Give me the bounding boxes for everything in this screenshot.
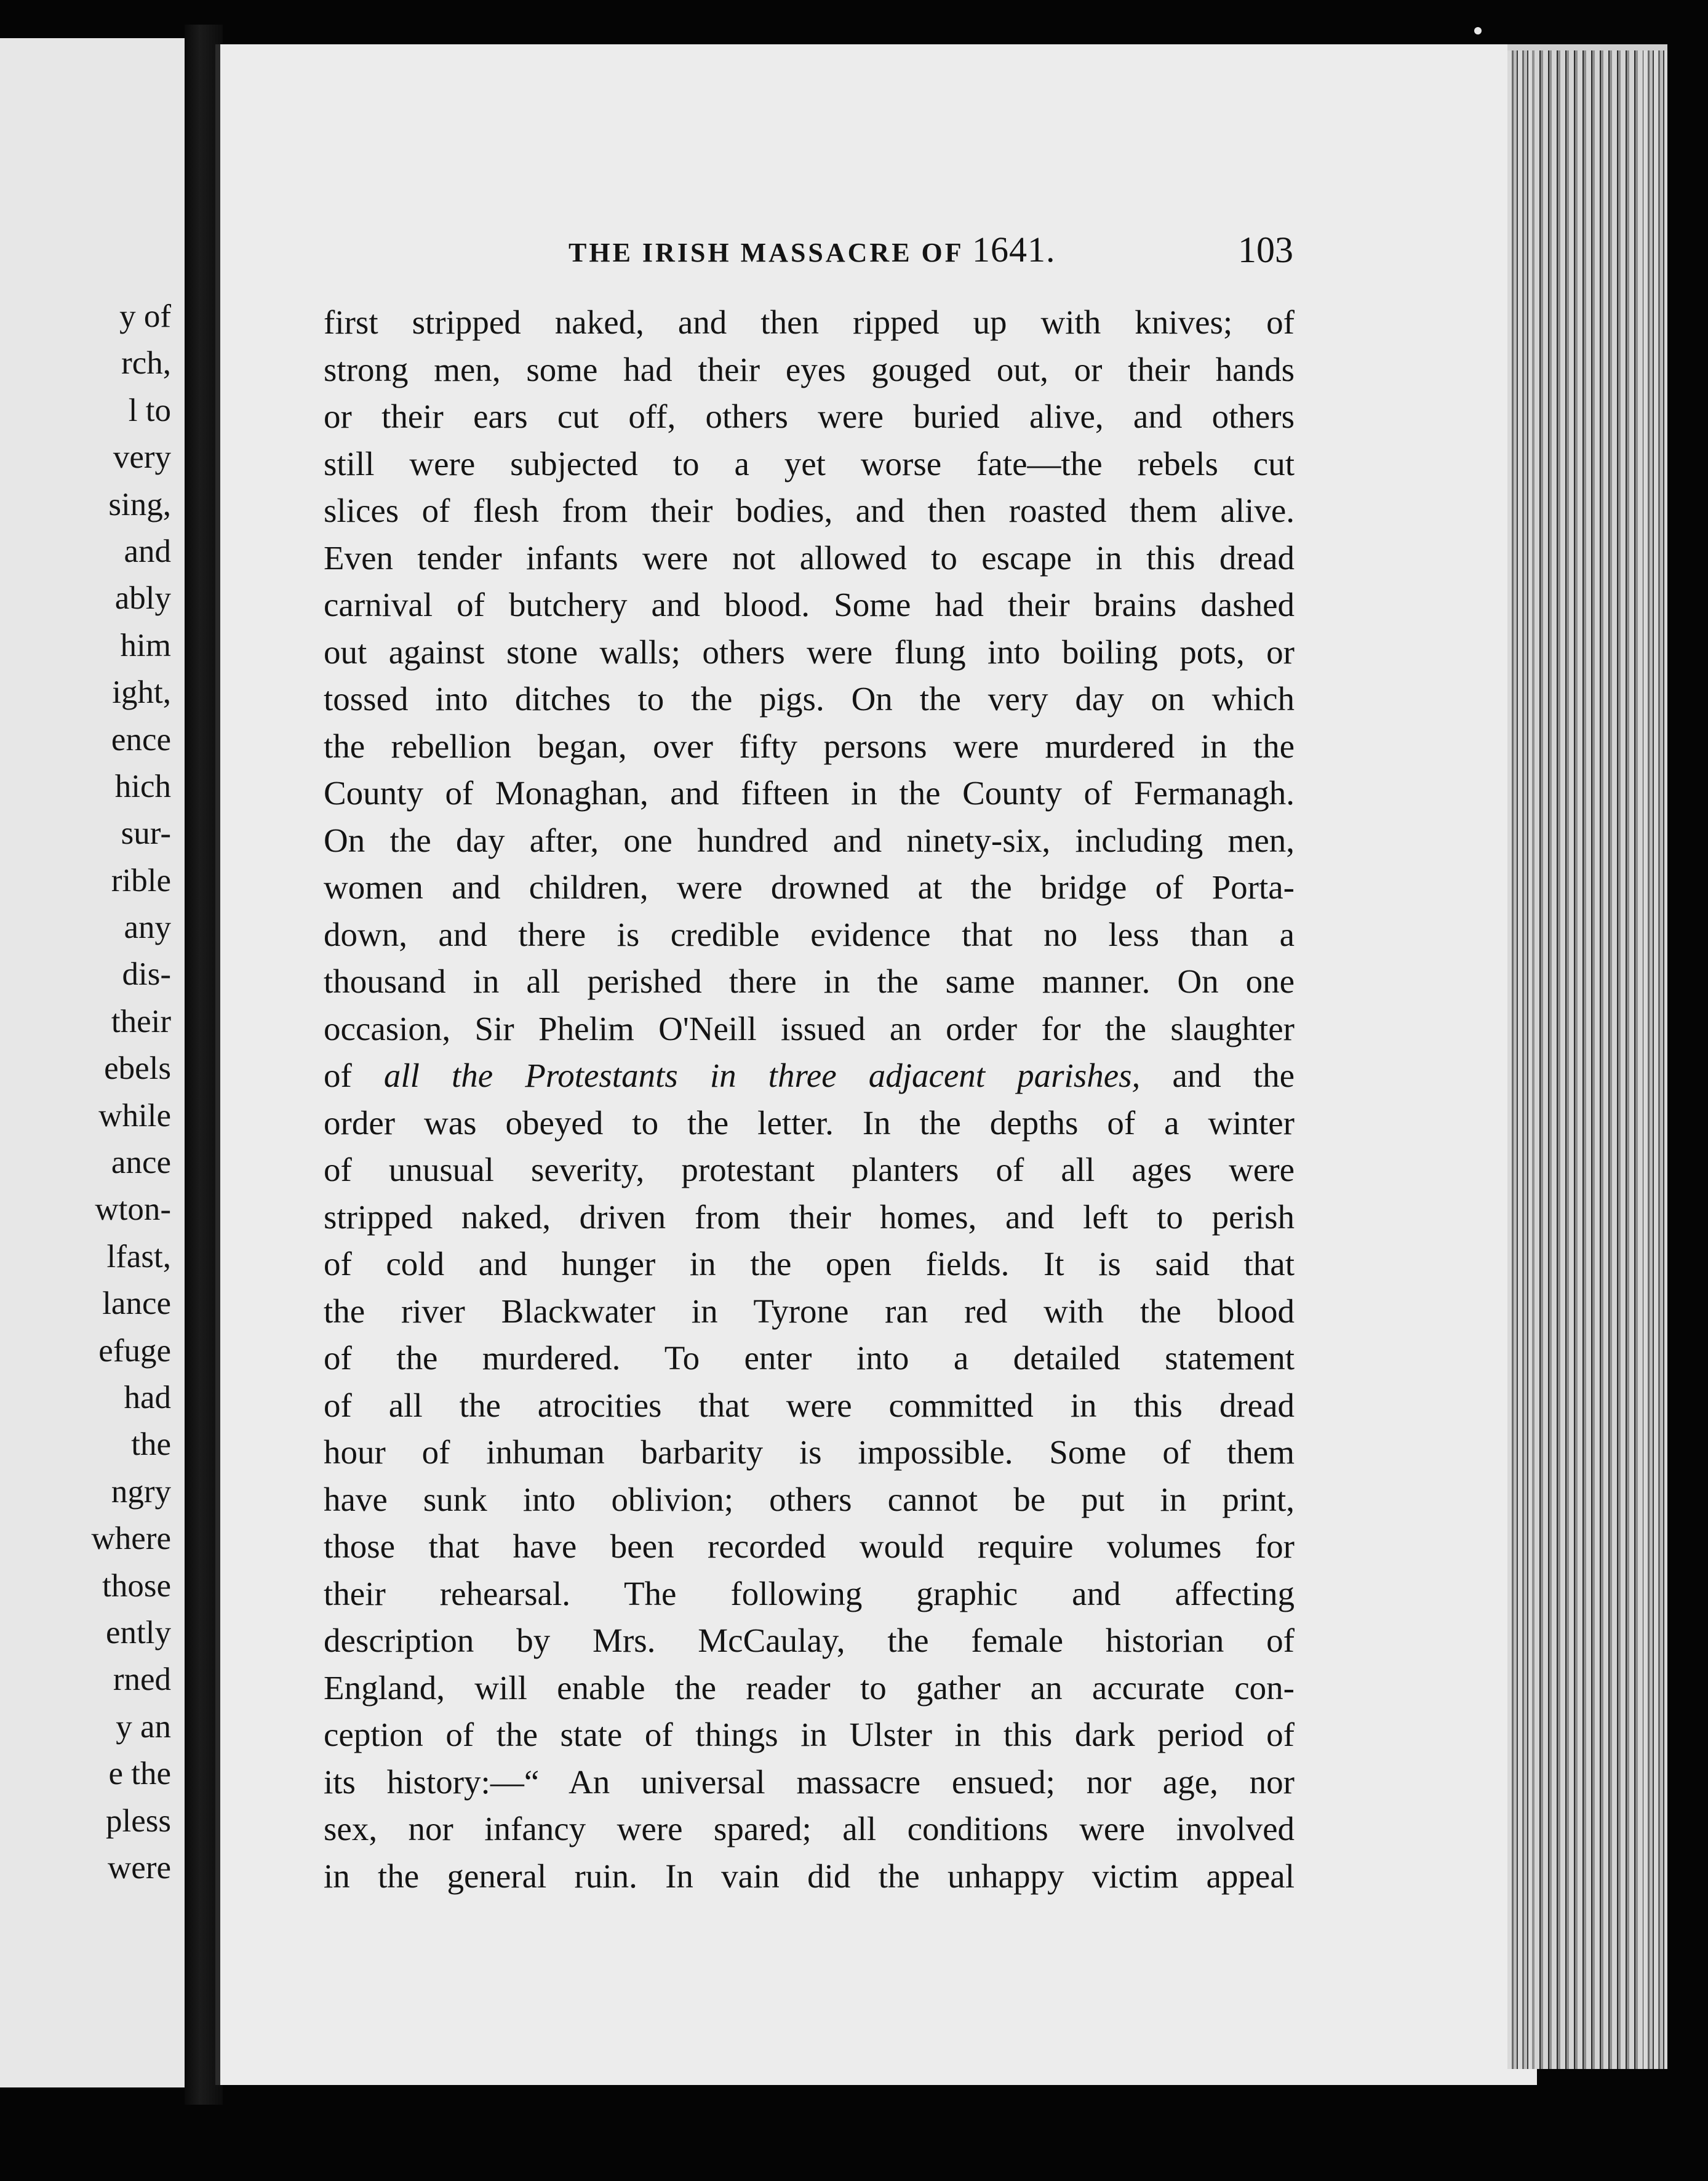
text-line: thousand in all perished there in the same manner. On one (324, 962, 1295, 1000)
page-edges-stack (1507, 44, 1667, 2069)
text-line: occasion, Sir Phelim O'Neill issued an order for the slaughter (324, 1009, 1295, 1047)
facing-page-line-fragment: ebels (104, 1050, 171, 1087)
text-line: tossed into ditches to the pigs. On the very day on which (324, 680, 1295, 718)
text-line: County of Monaghan, and fifteen in the County of Fermanagh. (324, 774, 1295, 812)
facing-page-line-fragment: ance (111, 1145, 171, 1181)
facing-page-line-fragment: y of (119, 298, 171, 334)
facing-page-line-fragment: sing, (108, 486, 171, 522)
facing-page-line-fragment: hich (114, 768, 171, 804)
facing-page-line-fragment: ence (111, 721, 171, 758)
facing-page-line-fragment: l to (128, 392, 171, 428)
text-line: the river Blackwater in Tyrone ran red with the blood (324, 1292, 1295, 1330)
page-number: 103 (1238, 230, 1293, 270)
text-line: the rebellion began, over fifty persons were murdered in the (324, 727, 1295, 765)
text-line: ception of the state of things in Ulster in this dark period of (324, 1716, 1295, 1753)
facing-page-line-fragment: rned (113, 1662, 171, 1698)
text-segment: of (324, 1057, 352, 1094)
facing-page-line-fragment: had (124, 1379, 171, 1415)
text-line: down, and there is credible evidence that no less than a (324, 915, 1295, 953)
facing-page-line-fragment: lfast, (106, 1238, 171, 1275)
text-line: of unusual severity, protestant planters of all ages were (324, 1151, 1295, 1188)
scan-speck (1474, 27, 1482, 34)
text-line: still were subjected to a yet worse fate—the rebels cut (324, 444, 1295, 482)
running-head-title: THE IRISH MASSACRE OF (569, 238, 964, 268)
facing-page-line-fragment: where (91, 1521, 171, 1557)
facing-page-left (0, 38, 185, 2087)
facing-page-line-fragment: the (131, 1427, 171, 1463)
text-line-italic-mixed (324, 1052, 1295, 1100)
facing-page-line-fragment: ight, (112, 674, 171, 711)
facing-page-line-fragment: rible (111, 862, 171, 898)
facing-page-line-fragment: ably (114, 580, 171, 617)
text-line: stripped naked, driven from their homes, and left to perish (324, 1198, 1295, 1236)
italic-phrase: all the Protestants in three adjacent parishes, (383, 1057, 1141, 1094)
facing-page-line-fragment: their (111, 1003, 171, 1039)
text-line: in the general ruin. In vain did the unhappy victim appeal (324, 1857, 1295, 1895)
text-line: those that have been recorded would require volumes for (324, 1527, 1295, 1565)
text-line: England, will enable the reader to gather an accurate con- (324, 1668, 1295, 1707)
text-line: On the day after, one hundred and ninety-six, including men, (324, 821, 1295, 859)
text-line: or their ears cut off, others were buried alive, and others (324, 398, 1295, 435)
facing-page-line-fragment: and (124, 533, 171, 569)
facing-page-line-fragment: pless (106, 1803, 171, 1839)
text-line: Even tender infants were not allowed to escape in this dread (324, 538, 1295, 577)
facing-page-text (0, 293, 171, 1891)
scan-border-right (1667, 44, 1708, 2075)
text-line: have sunk into oblivion; others cannot be put in print, (324, 1480, 1295, 1518)
text-line: of cold and hunger in the open fields. It is said that (324, 1245, 1295, 1283)
text-line: carnival of butchery and blood. Some had their brains dashed (324, 586, 1295, 623)
text-segment: and the (1172, 1057, 1295, 1094)
facing-page-line-fragment: e the (108, 1756, 171, 1792)
facing-page-line-fragment: any (124, 910, 171, 946)
facing-page-line-fragment: efuge (98, 1332, 171, 1369)
facing-page-line-fragment: him (120, 627, 171, 663)
facing-page-line-fragment: ently (106, 1614, 171, 1651)
text-line: their rehearsal. The following graphic and affecting (324, 1574, 1295, 1612)
running-head (569, 229, 1056, 270)
text-line: description by Mrs. McCaulay, the female historian of (324, 1622, 1295, 1659)
facing-page-line-fragment: rch, (121, 345, 171, 382)
text-line: out against stone walls; others were flung into boiling pots, or (324, 633, 1295, 671)
facing-page-line-fragment: dis- (122, 956, 171, 993)
text-line: slices of flesh from their bodies, and then roasted them alive. (324, 492, 1295, 529)
facing-page-line-fragment: while (98, 1097, 171, 1134)
facing-page-line-fragment: y an (116, 1708, 171, 1745)
facing-page-line-fragment: those (102, 1567, 171, 1604)
text-line: strong men, some had their eyes gouged out, or their hands (324, 350, 1295, 388)
page-body-text (324, 299, 1295, 1900)
facing-page-line-fragment: wton- (95, 1191, 171, 1228)
facing-page-line-fragment: were (108, 1849, 171, 1886)
text-line: of the murdered. To enter into a detailed statement (324, 1339, 1295, 1377)
text-line: order was obeyed to the letter. In the depths of a winter (324, 1103, 1295, 1142)
running-head-year: 1641. (972, 230, 1056, 270)
text-line: its history:—“ An universal massacre ensued; nor age, nor (324, 1763, 1295, 1801)
text-line: women and children, were drowned at the bridge of Porta- (324, 868, 1295, 906)
text-line: first stripped naked, and then ripped up with knives; of (324, 303, 1295, 341)
facing-page-line-fragment: ngry (111, 1473, 171, 1510)
facing-page-line-fragment: sur- (121, 815, 171, 852)
text-line: of all the atrocities that were committed in this dread (324, 1386, 1295, 1424)
text-line: hour of inhuman barbarity is impossible. Some of them (324, 1433, 1295, 1471)
text-line: sex, nor infancy were spared; all conditions were involved (324, 1810, 1295, 1847)
facing-page-line-fragment: very (113, 439, 171, 476)
page-edges-inner (1532, 50, 1643, 2069)
facing-page-line-fragment: lance (102, 1286, 171, 1322)
